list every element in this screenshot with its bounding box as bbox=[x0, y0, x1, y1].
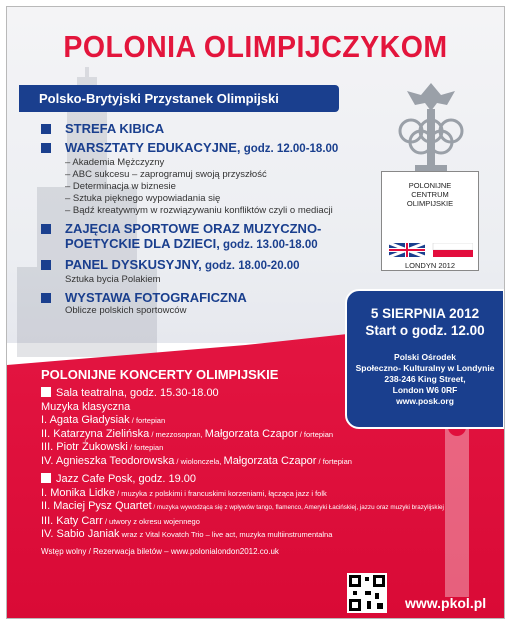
event-start: Start o godz. 12.00 bbox=[365, 323, 485, 338]
block-heading: Sala teatralna, godz. 15.30-18.00 bbox=[41, 387, 371, 401]
program-subitem: Oblicze polskich sportowców bbox=[65, 305, 187, 316]
venue-line: www.posk.org bbox=[396, 396, 454, 406]
block-heading: Jazz Cafe Posk, godz. 19.00 bbox=[41, 473, 371, 487]
event-date: 5 SIERPNIA 2012 bbox=[370, 306, 480, 321]
program-item bbox=[41, 221, 371, 253]
venue-line: 238-246 King Street, bbox=[384, 374, 466, 384]
bullet-square bbox=[41, 293, 51, 303]
program-subitem: – ABC sukcesu – zaprogramuj swoją przyszłość bbox=[65, 169, 267, 180]
performer-row: I. Monika Lidke / muzyka z polskimi i francuskimi korzeniami, łącząca jazz i folk bbox=[41, 486, 327, 499]
subtitle-bar: Polsko-Brytyjski Przystanek Olimpijski bbox=[19, 85, 339, 112]
program-heading: PANEL DYSKUSYJNY, bbox=[65, 257, 202, 272]
block-subheading: Muzyka klasyczna bbox=[41, 400, 131, 413]
performer-row: II. Maciej Pysz Quartet / muzyka wywodząca się z wpływów tango, flamenco, Ameryki Łacińskiej, jazzu oraz muzyki brazylijskiej bbox=[41, 500, 444, 512]
program-item bbox=[41, 140, 371, 217]
performer-row: IV. Agnieszka Teodorowska / wiolonczela, Małgorzata Czapor / fortepian bbox=[41, 454, 352, 467]
performer-row: I. Agata Gładysiak / fortepian bbox=[41, 414, 166, 426]
bullet-square bbox=[41, 260, 51, 270]
poster bbox=[6, 6, 505, 619]
performer-row: IV. Sabio Janiak wraz z Vital Kovatch Trio – live act, muzyka multiinstrumentalna bbox=[41, 528, 333, 540]
program-heading: WARSZTATY EDUKACYJNE, bbox=[65, 140, 241, 155]
venue-line: London W6 0RF bbox=[392, 385, 458, 395]
program-subitem: – Akademia Mężczyzny bbox=[65, 157, 165, 168]
program-subitem: – Sztuka pięknego wypowiadania się bbox=[65, 193, 221, 204]
concerts-title: POLONIJNE KONCERTY OLIMPIJSKIE bbox=[41, 367, 279, 382]
program-item bbox=[41, 257, 371, 286]
program-time: godz. 13.00-18.00 bbox=[219, 239, 318, 251]
emblem-label: POLONIJNE CENTRUM OLIMPIJSKIE bbox=[406, 181, 454, 208]
performer-row: II. Katarzyna Zielińska / mezzosopran, Małgorzata Czapor / fortepian bbox=[41, 427, 334, 440]
program-time: godz. 18.00-20.00 bbox=[201, 260, 300, 272]
program-item bbox=[41, 121, 371, 136]
program-time: godz. 12.00-18.00 bbox=[240, 143, 339, 155]
emblem-footer: LONDYN 2012 bbox=[404, 261, 456, 270]
program-heading: ZAJĘCIA SPORTOWE ORAZ MUZYCZNO-POETYCKIE DLA DZIECI, bbox=[65, 221, 322, 251]
program-subitem: Sztuka bycia Polakiem bbox=[65, 274, 161, 285]
program-heading: STREFA KIBICA bbox=[65, 121, 165, 136]
checkbox-square-icon bbox=[41, 387, 51, 397]
program-list bbox=[41, 121, 371, 321]
flags-icon bbox=[389, 243, 473, 257]
tickets-note: Wstęp wolny / Rezerwacja biletów – www.polonialondon2012.co.uk bbox=[41, 546, 279, 556]
program-item bbox=[41, 290, 371, 317]
bullet-square bbox=[41, 143, 51, 153]
performer-row: III. Piotr Żukowski / fortepian bbox=[41, 441, 164, 453]
program-heading: WYSTAWA FOTOGRAFICZNA bbox=[65, 290, 247, 305]
olympic-eagle-emblem bbox=[385, 79, 477, 174]
venue-line: Społeczno- Kulturalny w Londynie bbox=[355, 363, 495, 373]
checkbox-square-icon bbox=[41, 473, 51, 483]
qr-code-icon[interactable] bbox=[347, 573, 387, 613]
bullet-square bbox=[41, 224, 51, 234]
program-subitem: – Determinacja w biznesie bbox=[65, 181, 176, 192]
emblem-text bbox=[383, 173, 477, 208]
poster-title: POLONIA OLIMPIJCZYKOM bbox=[63, 29, 448, 64]
venue-line: Polski Ośrodek bbox=[394, 352, 456, 362]
bullet-square bbox=[41, 124, 51, 134]
performer-row: III. Katy Carr / utwory z okresu wojennego bbox=[41, 514, 200, 527]
website-link[interactable]: www.pkol.pl bbox=[405, 595, 487, 611]
program-subitem: – Bądź kreatywnym w rozwiązywaniu konfliktów czyli o mediacji bbox=[65, 205, 333, 216]
